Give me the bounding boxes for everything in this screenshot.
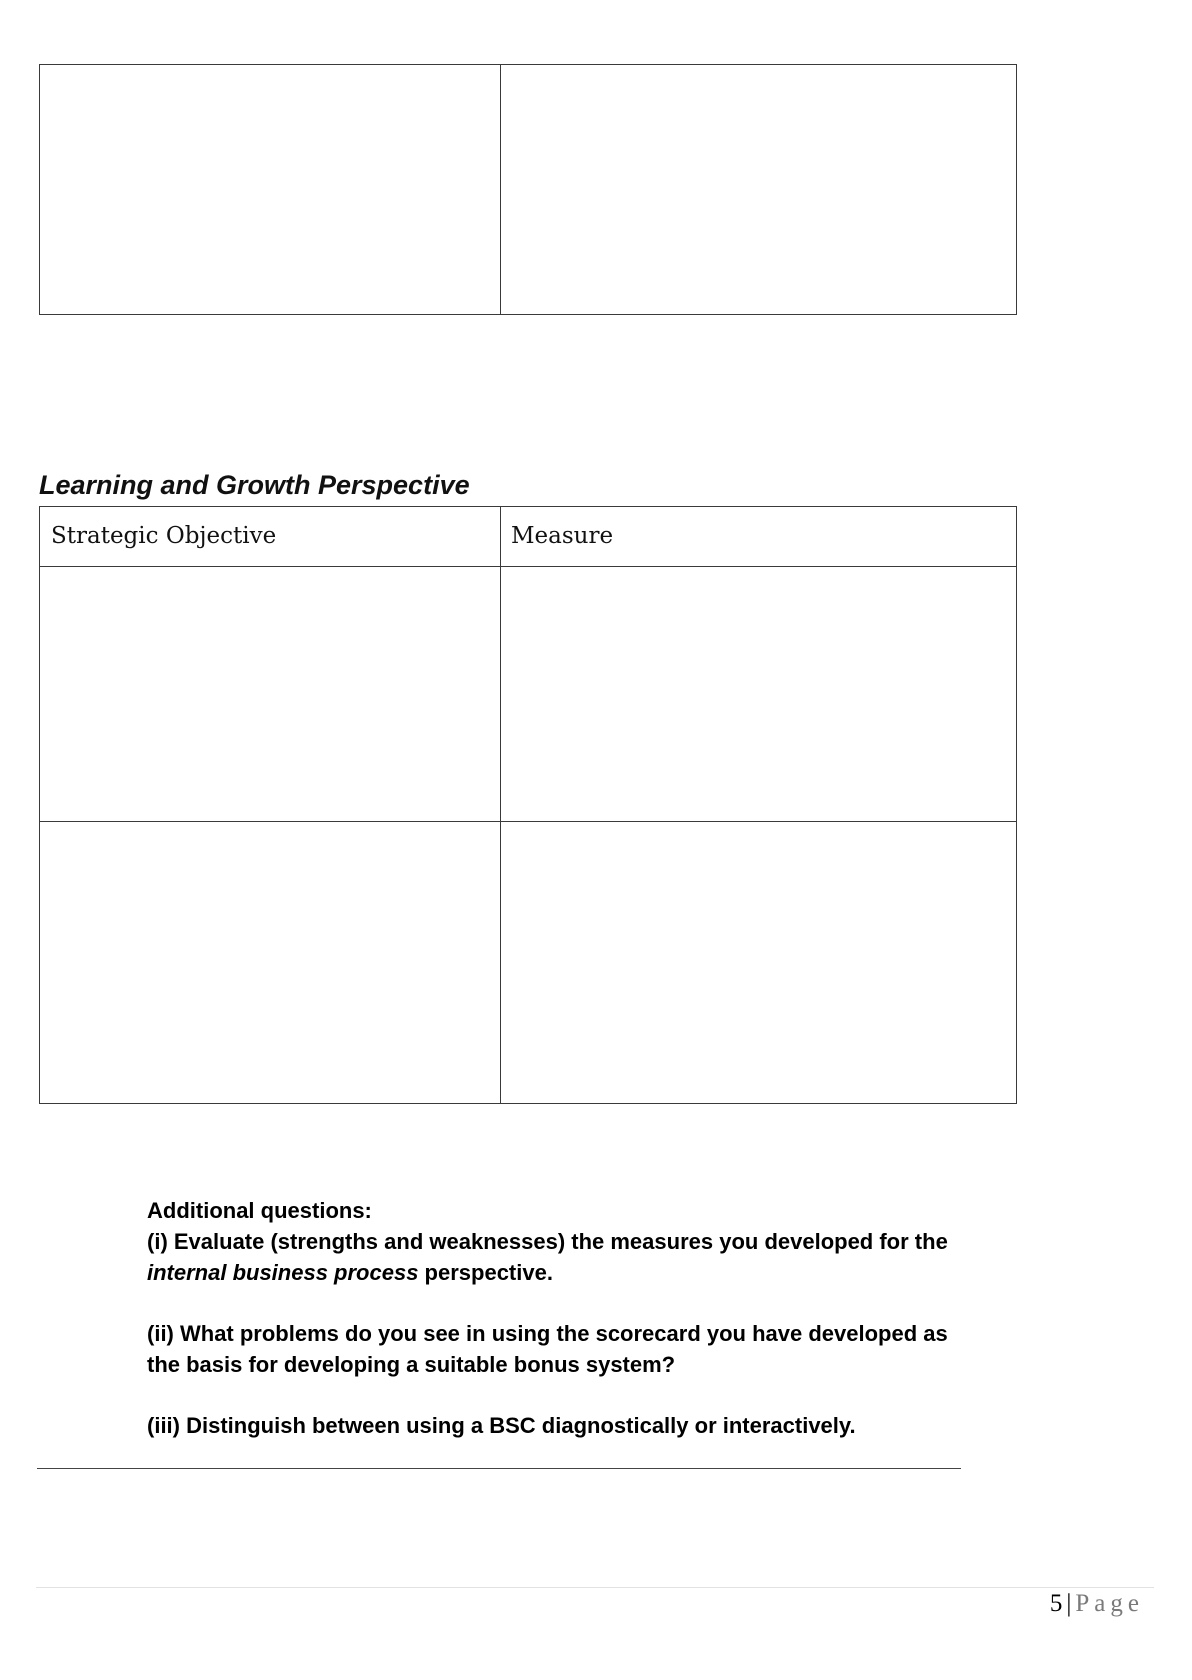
learning-growth-table-divider: [500, 506, 501, 1104]
questions-heading: Additional questions:: [147, 1198, 372, 1223]
learning-growth-title: Learning and Growth Perspective: [39, 470, 470, 500]
question-1: [147, 1226, 967, 1288]
footer-rule: [36, 1587, 1154, 1588]
header-strategic-objective: Strategic Objective: [51, 523, 277, 549]
section-rule: [37, 1468, 961, 1469]
page-separator: |: [1066, 1590, 1072, 1617]
question-2: (ii) What problems do you see in using the scorecard you have developed as the basis for developing a suitable bonus system?: [147, 1321, 948, 1377]
page-label: Page: [1075, 1590, 1144, 1617]
top-table-objective-cell[interactable]: [41, 66, 499, 313]
row2-measure-cell[interactable]: [502, 823, 1015, 1102]
header-measure: Measure: [511, 523, 614, 549]
row1-objective-cell[interactable]: [41, 568, 499, 820]
question-3: (iii) Distinguish between using a BSC diagnostically or interactively.: [147, 1413, 856, 1438]
page-footer: [1050, 1590, 1144, 1618]
question-1-suffix: perspective.: [418, 1260, 553, 1285]
header-row-line: [39, 566, 1017, 567]
row-divider-line: [39, 821, 1017, 822]
question-1-italic: internal business process: [147, 1260, 419, 1285]
additional-questions: [147, 1195, 967, 1441]
row1-measure-cell[interactable]: [502, 568, 1015, 820]
row2-objective-cell[interactable]: [41, 823, 499, 1102]
top-table-measure-cell[interactable]: [502, 66, 1015, 313]
top-table-divider: [500, 64, 501, 315]
question-1-prefix: (i) Evaluate (strengths and weaknesses) the measures you developed for the: [147, 1229, 948, 1254]
page-number: 5: [1049, 1590, 1063, 1617]
